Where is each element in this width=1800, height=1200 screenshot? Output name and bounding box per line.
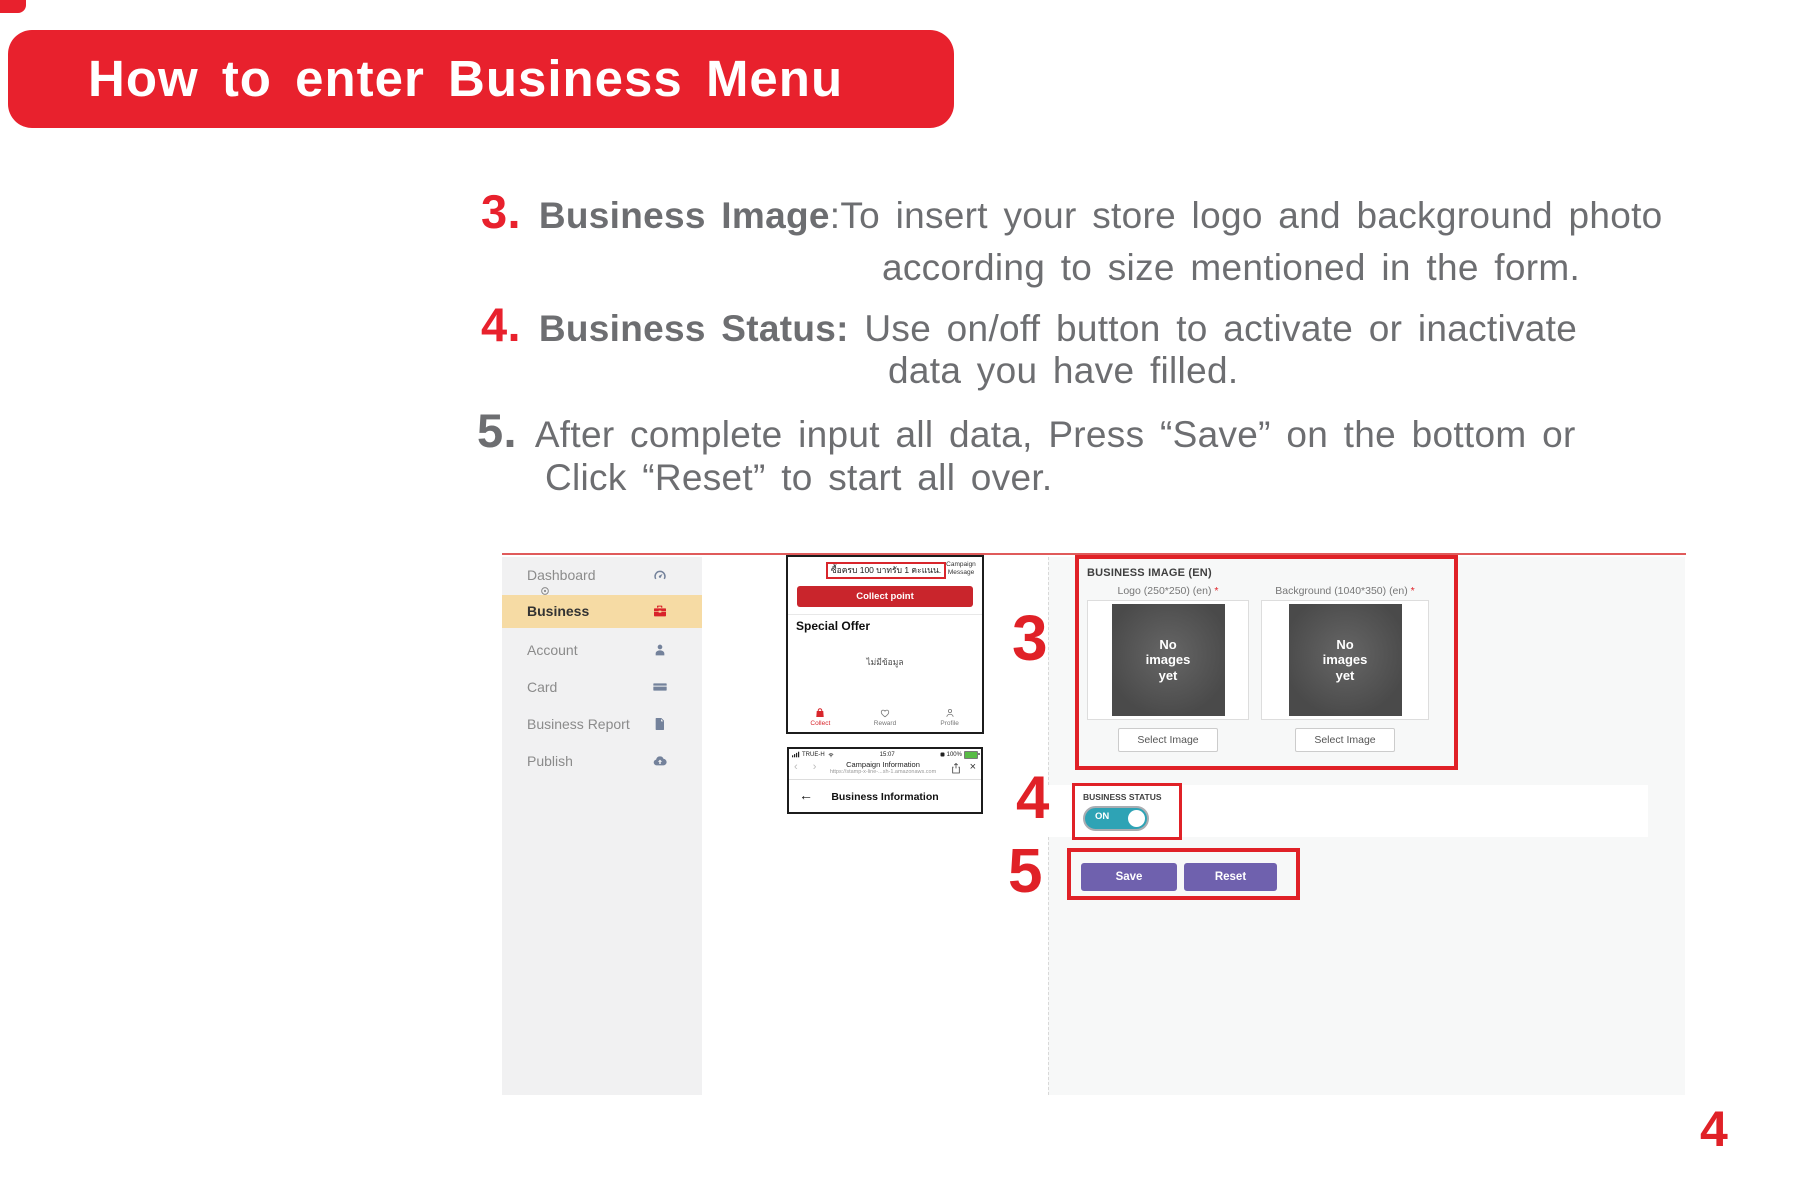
business-status-label: BUSINESS STATUS <box>1083 792 1162 802</box>
browser-url: https://stamp-x-line-...sh-1.amazonaws.com <box>829 769 937 775</box>
special-offer-heading: Special Offer <box>796 619 871 633</box>
business-status-toggle[interactable] <box>1083 806 1149 831</box>
required-asterisk: * <box>1410 585 1415 597</box>
background-image-card <box>1261 600 1429 720</box>
required-asterisk: * <box>1214 585 1219 597</box>
bag-icon <box>814 707 826 719</box>
business-image-section-title: BUSINESS IMAGE (EN) <box>1087 567 1212 579</box>
document-icon <box>652 716 668 732</box>
instruction-5-text: After complete input all data, Press “Save” on the bottom or <box>534 414 1576 455</box>
instruction-4-text: Use on/off button to activate or inactivate <box>864 308 1578 349</box>
briefcase-icon <box>652 603 668 619</box>
sidebar-item-publish[interactable] <box>502 748 702 774</box>
instruction-3-text: To insert your store logo and background photo <box>840 195 1663 236</box>
phone-preview-business-info <box>787 747 983 814</box>
sidebar-item-label: Business Report <box>527 716 630 732</box>
tab-label: Reward <box>873 720 897 727</box>
annotation-number-3: 3 <box>1012 602 1048 674</box>
save-reset-annotation-box <box>1067 848 1300 900</box>
save-button[interactable]: Save <box>1081 863 1177 891</box>
sidebar-item-label: Business <box>527 603 590 619</box>
battery-percent: 100% <box>946 751 962 758</box>
close-icon[interactable]: × <box>969 761 976 773</box>
heart-icon <box>879 707 891 719</box>
person-icon <box>652 642 668 658</box>
instruction-3-keyword: Business Image <box>538 195 830 236</box>
tab-collect[interactable] <box>800 707 840 727</box>
select-background-image-button[interactable]: Select Image <box>1295 728 1395 752</box>
instruction-3-line-2 <box>882 247 1580 289</box>
business-status-annotation-box <box>1072 783 1182 840</box>
corner-decoration <box>0 0 26 13</box>
signal-bars-icon <box>792 751 800 758</box>
no-images-text: No images yet <box>1145 636 1191 683</box>
background-size-label: Background (1040*350) (en) * <box>1275 585 1415 597</box>
phone-status-bar <box>792 750 978 759</box>
back-forward-chevrons[interactable]: ‹ › <box>794 761 823 773</box>
logo-image-card <box>1087 600 1249 720</box>
sidebar-item-dashboard[interactable] <box>502 562 702 588</box>
step-number-5: 5. <box>477 404 517 457</box>
credit-card-icon <box>652 679 668 695</box>
back-arrow-icon[interactable]: ← <box>799 787 813 803</box>
person-outline-icon <box>944 707 956 719</box>
logo-upload-column <box>1087 585 1249 752</box>
instruction-4-text-continued: data you have filled. <box>888 350 1239 391</box>
sidebar-item-label: Account <box>527 642 578 658</box>
page-number: 4 <box>1700 1101 1728 1157</box>
annotation-number-4: 4 <box>1016 764 1050 831</box>
campaign-banner-text: ซื้อครบ 100 บาทรับ 1 คะแนน. <box>830 565 942 575</box>
toggle-knob <box>1128 810 1145 827</box>
clock-time: 15:07 <box>879 751 895 758</box>
share-icon[interactable] <box>951 762 961 774</box>
tab-profile[interactable] <box>930 707 970 727</box>
phone-preview-campaign <box>786 555 984 734</box>
tab-label: Collect <box>810 720 831 727</box>
instruction-4-line-2 <box>888 350 1238 392</box>
logo-size-label: Logo (250*250) (en) * <box>1117 585 1219 597</box>
instruction-3-line-1 <box>481 184 1663 239</box>
collect-point-button[interactable]: Collect point <box>797 586 973 607</box>
tab-label: Profile <box>940 720 959 727</box>
sidebar-item-card[interactable] <box>502 674 702 700</box>
business-image-annotation-box <box>1075 555 1458 770</box>
step-number-3: 3. <box>481 185 521 238</box>
no-images-text: No images yet <box>1322 636 1368 683</box>
sidebar-item-label: Publish <box>527 753 573 769</box>
admin-console-screenshot <box>502 553 1686 1095</box>
battery-segment <box>940 751 978 759</box>
sidebar-item-business-report[interactable] <box>502 711 702 737</box>
instruction-3-text-continued: according to size mentioned in the form. <box>882 247 1581 288</box>
instruction-4-line-1 <box>481 297 1577 352</box>
background-image-placeholder <box>1289 604 1402 716</box>
instruction-5-text-continued: Click “Reset” to start all over. <box>545 457 1053 498</box>
annotation-number-5: 5 <box>1008 837 1043 906</box>
battery-icon <box>964 751 978 759</box>
reset-button[interactable]: Reset <box>1184 863 1277 891</box>
logo-image-placeholder <box>1112 604 1225 716</box>
tab-reward[interactable] <box>865 707 905 727</box>
sidebar-item-label: Card <box>527 679 558 695</box>
browser-title-block <box>819 760 947 775</box>
wifi-icon <box>827 751 835 758</box>
background-upload-column <box>1261 585 1429 752</box>
orientation-lock-icon <box>940 752 945 757</box>
phone-tab-bar <box>788 702 982 732</box>
divider <box>788 614 982 615</box>
title-banner <box>8 30 954 128</box>
business-information-header <box>789 783 981 811</box>
no-data-text: ไม่มีข้อมูล <box>866 657 904 667</box>
browser-nav-bar <box>789 759 981 780</box>
select-logo-image-button[interactable]: Select Image <box>1118 728 1218 752</box>
instruction-5-line-1 <box>477 403 1576 458</box>
carrier-segment <box>792 751 835 758</box>
sidebar-item-account[interactable] <box>502 637 702 663</box>
page-title: How to enter Business Menu <box>88 50 844 107</box>
campaign-message-annotation-box <box>826 562 946 579</box>
step-number-4: 4. <box>481 298 521 351</box>
instruction-4-keyword: Business Status: <box>538 308 849 349</box>
sidebar-item-business[interactable] <box>502 595 702 628</box>
carrier-name: TRUE-H <box>802 751 825 758</box>
campaign-message-label: Campaign Message <box>946 561 976 576</box>
sidebar-item-label: Dashboard <box>527 567 596 583</box>
sidebar <box>502 557 702 1095</box>
business-information-title: Business Information <box>831 791 939 803</box>
instruction-3-separator: : <box>829 195 841 236</box>
toggle-on-label: ON <box>1095 811 1110 822</box>
cloud-upload-icon <box>652 753 668 769</box>
browser-page-title: Campaign Information <box>846 760 920 769</box>
instruction-5-line-2 <box>545 457 1053 499</box>
dashboard-gauge-icon <box>652 567 668 583</box>
